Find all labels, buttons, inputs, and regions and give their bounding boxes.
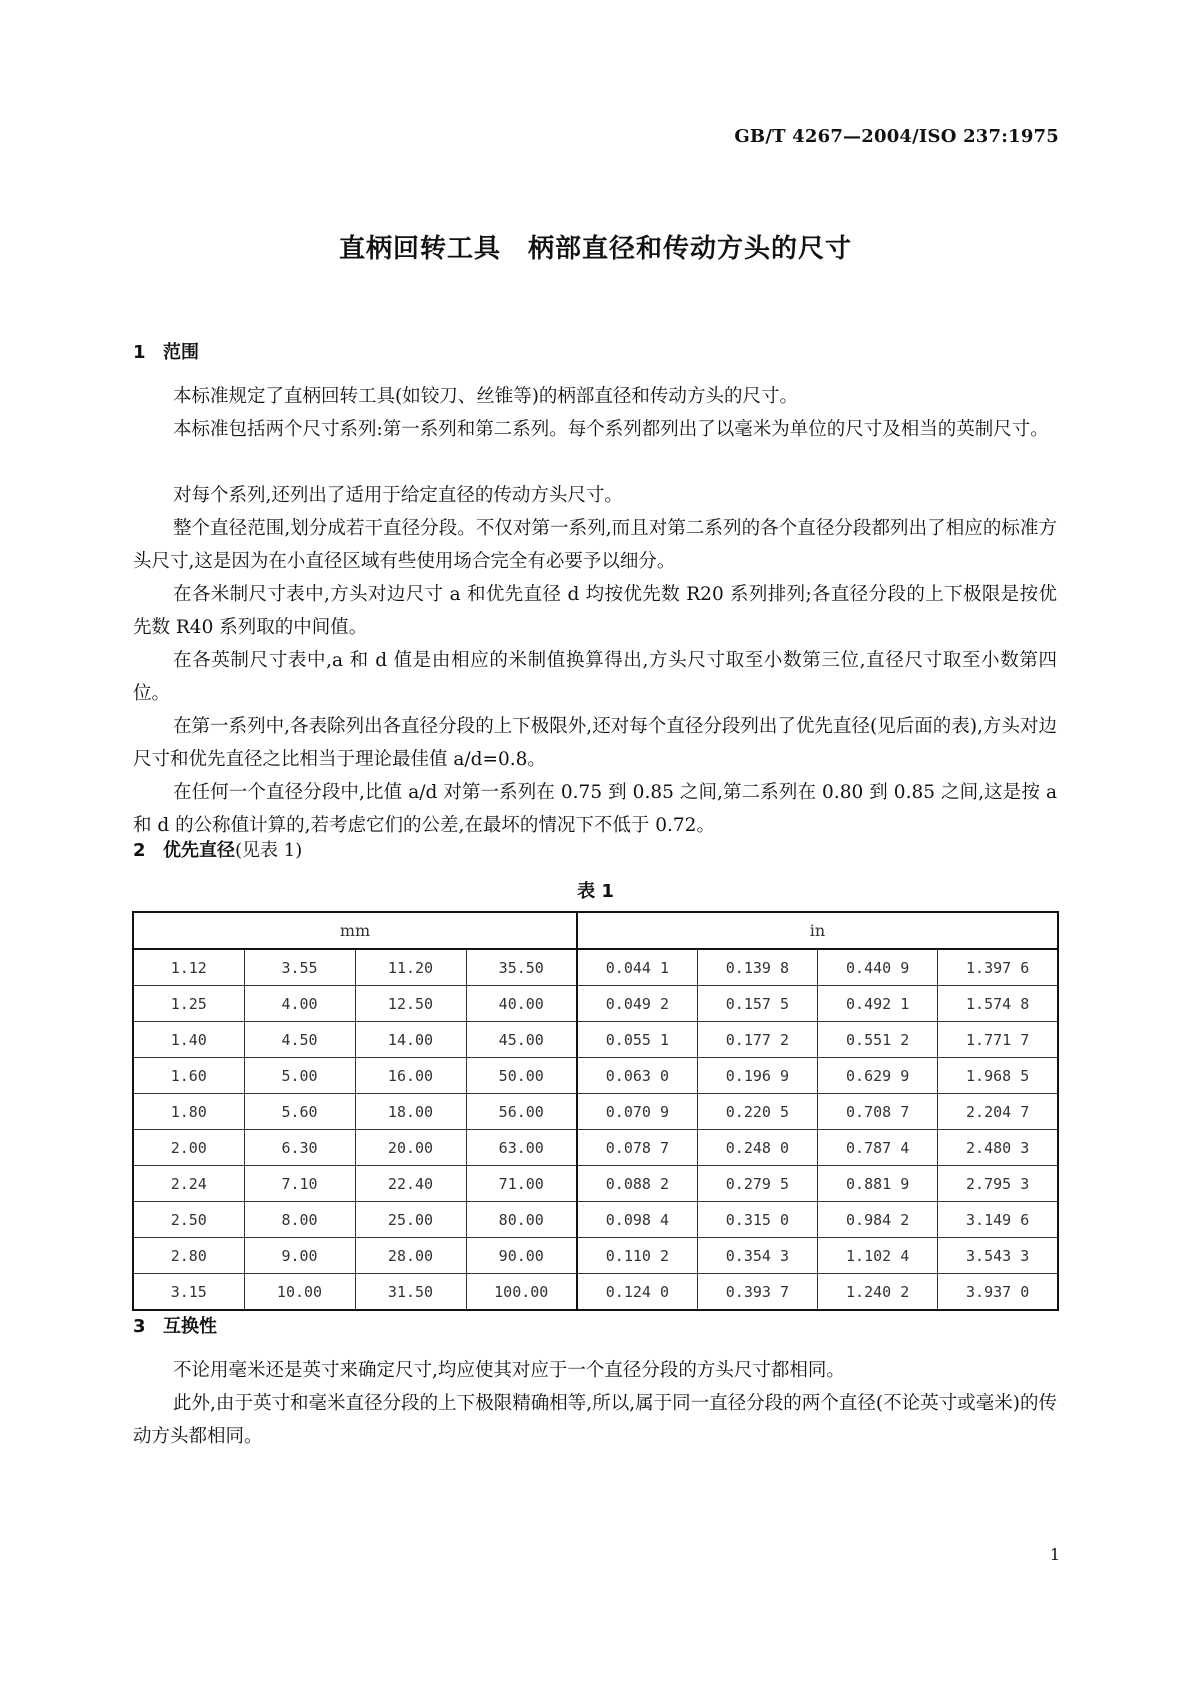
- page-title: 直柄回转工具 柄部直径和传动方头的尺寸: [338, 234, 852, 264]
- table-cell: 11.20: [355, 949, 466, 986]
- table-row: [133, 1274, 1058, 1311]
- table-body: [133, 949, 1058, 1310]
- table-cell: 10.00: [244, 1274, 355, 1311]
- table-cell: 90.00: [466, 1238, 577, 1274]
- table-cell: 16.00: [355, 1058, 466, 1094]
- table-cell: 1.25: [133, 986, 244, 1022]
- table-cell: 0.049 2: [577, 986, 697, 1022]
- section-1-heading: [133, 338, 199, 364]
- table-cell: 31.50: [355, 1274, 466, 1311]
- table-cell: 0.551 2: [818, 1022, 938, 1058]
- paragraph: 在各英制尺寸表中,a 和 d 值是由相应的米制值换算得出,方头尺寸取至小数第三位,直径尺寸取至小数第四位。: [133, 650, 1057, 704]
- table-row: [133, 1166, 1058, 1202]
- table-cell: 14.00: [355, 1022, 466, 1058]
- table-cell: 56.00: [466, 1094, 577, 1130]
- table-cell: 2.80: [133, 1238, 244, 1274]
- table-cell: 2.795 3: [938, 1166, 1058, 1202]
- paragraph: 在任何一个直径分段中,比值 a/d 对第一系列在 0.75 到 0.85 之间,第二系列在 0.80 到 0.85 之间,这是按 a 和 d 的公称值计算的,若考虑它们的公差,在最坏的情况下不低于 0.72。: [133, 782, 1057, 836]
- table-cell: 28.00: [355, 1238, 466, 1274]
- table-cell: 5.00: [244, 1058, 355, 1094]
- table-row: [133, 986, 1058, 1022]
- table-cell: 3.149 6: [938, 1202, 1058, 1238]
- table-cell: 0.220 5: [697, 1094, 817, 1130]
- table-cell: 0.044 1: [577, 949, 697, 986]
- section-title: 优先直径: [163, 840, 235, 861]
- table-cell: 18.00: [355, 1094, 466, 1130]
- table-cell: 1.771 7: [938, 1022, 1058, 1058]
- paragraph: 对每个系列,还列出了适用于给定直径的传动方头尺寸。: [173, 485, 623, 506]
- table-cell: 25.00: [355, 1202, 466, 1238]
- section-title: 互换性: [163, 1316, 217, 1337]
- table-cell: 3.55: [244, 949, 355, 986]
- paragraph: 整个直径范围,划分成若干直径分段。不仅对第一系列,而且对第二系列的各个直径分段都列出了相应的标准方头尺寸,这是因为在小直径区域有些使用场合完全有必要予以细分。: [133, 518, 1057, 572]
- table-cell: 4.00: [244, 986, 355, 1022]
- table-cell: 0.196 9: [697, 1058, 817, 1094]
- section-number: 1: [133, 342, 146, 363]
- table-caption: 表 1: [577, 881, 614, 902]
- table-row: [133, 1238, 1058, 1274]
- table-cell: 50.00: [466, 1058, 577, 1094]
- table-cell: 0.070 9: [577, 1094, 697, 1130]
- section-table-reference: (见表 1): [235, 840, 303, 861]
- table-cell: 3.15: [133, 1274, 244, 1311]
- table-cell: 63.00: [466, 1130, 577, 1166]
- table-row: [133, 1094, 1058, 1130]
- table-cell: 4.50: [244, 1022, 355, 1058]
- table-cell: 80.00: [466, 1202, 577, 1238]
- table-cell: 0.315 0: [697, 1202, 817, 1238]
- table-cell: 0.629 9: [818, 1058, 938, 1094]
- table-row: [133, 1022, 1058, 1058]
- table-cell: 1.574 8: [938, 986, 1058, 1022]
- table-cell: 0.881 9: [818, 1166, 938, 1202]
- table-cell: 45.00: [466, 1022, 577, 1058]
- table-cell: 0.098 4: [577, 1202, 697, 1238]
- paragraph: 在第一系列中,各表除列出各直径分段的上下极限外,还对每个直径分段列出了优先直径(见后面的表),方头对边尺寸和优先直径之比相当于理论最佳值 a/d=0.8。: [133, 716, 1057, 770]
- table-cell: 1.40: [133, 1022, 244, 1058]
- section-title: 范围: [163, 342, 199, 363]
- table-cell: 0.787 4: [818, 1130, 938, 1166]
- section-number: 2: [133, 840, 146, 861]
- table-cell: 0.354 3: [697, 1238, 817, 1274]
- table-cell: 1.60: [133, 1058, 244, 1094]
- table-cell: 2.480 3: [938, 1130, 1058, 1166]
- paragraph: 本标准规定了直柄回转工具(如铰刀、丝锥等)的柄部直径和传动方头的尺寸。: [173, 386, 798, 407]
- table-cell: 0.393 7: [697, 1274, 817, 1311]
- table-cell: 20.00: [355, 1130, 466, 1166]
- table-row: [133, 1130, 1058, 1166]
- table-cell: 3.543 3: [938, 1238, 1058, 1274]
- table-cell: 40.00: [466, 986, 577, 1022]
- table-cell: 0.055 1: [577, 1022, 697, 1058]
- table-cell: 1.240 2: [818, 1274, 938, 1311]
- table-cell: 0.440 9: [818, 949, 938, 986]
- table-row: [133, 949, 1058, 986]
- table-cell: 1.80: [133, 1094, 244, 1130]
- table-cell: 2.24: [133, 1166, 244, 1202]
- table-cell: 0.708 7: [818, 1094, 938, 1130]
- table-cell: 0.492 1: [818, 986, 938, 1022]
- paragraph: 本标准包括两个尺寸系列:第一系列和第二系列。每个系列都列出了以毫米为单位的尺寸及相当的英制尺寸。: [173, 419, 1049, 440]
- section-2-heading: [133, 836, 302, 862]
- table-cell: 0.139 8: [697, 949, 817, 986]
- table-cell: 7.10: [244, 1166, 355, 1202]
- table-cell: 1.102 4: [818, 1238, 938, 1274]
- table-cell: 1.397 6: [938, 949, 1058, 986]
- table-cell: 22.40: [355, 1166, 466, 1202]
- table-cell: 8.00: [244, 1202, 355, 1238]
- table-cell: 0.248 0: [697, 1130, 817, 1166]
- table-row: [133, 1058, 1058, 1094]
- table-cell: 100.00: [466, 1274, 577, 1311]
- table-cell: 0.157 5: [697, 986, 817, 1022]
- table-cell: 0.279 5: [697, 1166, 817, 1202]
- table-row: [133, 1202, 1058, 1238]
- table-cell: 71.00: [466, 1166, 577, 1202]
- table-cell: 12.50: [355, 986, 466, 1022]
- table-cell: 2.204 7: [938, 1094, 1058, 1130]
- table-cell: 35.50: [466, 949, 577, 986]
- table-cell: 0.984 2: [818, 1202, 938, 1238]
- table-cell: 5.60: [244, 1094, 355, 1130]
- table-cell: 2.00: [133, 1130, 244, 1166]
- page-number: 1: [1049, 1545, 1060, 1564]
- table-cell: 6.30: [244, 1130, 355, 1166]
- section-3-heading: [133, 1312, 217, 1338]
- column-header-mm: mm: [133, 912, 577, 949]
- table-cell: 0.124 0: [577, 1274, 697, 1311]
- table-cell: 0.063 0: [577, 1058, 697, 1094]
- table-cell: 3.937 0: [938, 1274, 1058, 1311]
- standard-code: GB/T 4267—2004/ISO 237:1975: [734, 126, 1059, 147]
- table-cell: 1.968 5: [938, 1058, 1058, 1094]
- table-header-row: [133, 912, 1058, 949]
- table-cell: 0.088 2: [577, 1166, 697, 1202]
- table-cell: 1.12: [133, 949, 244, 986]
- table-cell: 0.110 2: [577, 1238, 697, 1274]
- table-cell: 0.177 2: [697, 1022, 817, 1058]
- paragraph: 不论用毫米还是英寸来确定尺寸,均应使其对应于一个直径分段的方头尺寸都相同。: [173, 1360, 845, 1381]
- paragraph: 在各米制尺寸表中,方头对边尺寸 a 和优先直径 d 均按优先数 R20 系列排列;各直径分段的上下极限是按优先数 R40 系列取的中间值。: [133, 584, 1057, 638]
- paragraph: 此外,由于英寸和毫米直径分段的上下极限精确相等,所以,属于同一直径分段的两个直径(不论英寸或毫米)的传动方头都相同。: [133, 1393, 1057, 1447]
- table-cell: 0.078 7: [577, 1130, 697, 1166]
- table-cell: 9.00: [244, 1238, 355, 1274]
- table-1: [132, 911, 1059, 1311]
- column-header-in: in: [577, 912, 1058, 949]
- table-cell: 2.50: [133, 1202, 244, 1238]
- section-number: 3: [133, 1316, 146, 1337]
